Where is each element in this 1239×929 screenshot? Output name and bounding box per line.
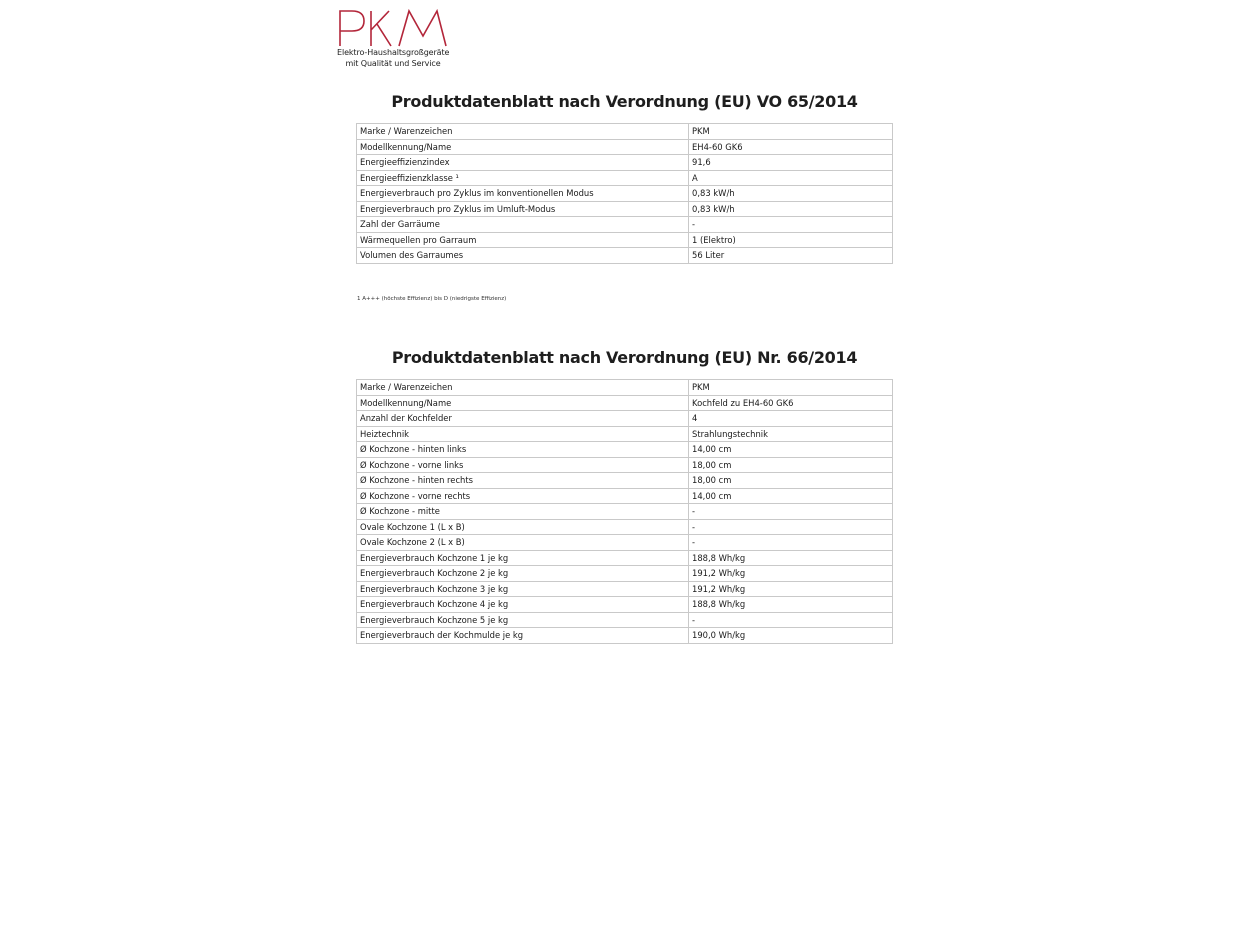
table-row: [357, 597, 893, 613]
table-row: [357, 411, 893, 427]
row-label: Energieverbrauch der Kochmulde je kg: [357, 628, 689, 644]
row-value: -: [689, 504, 893, 520]
row-value: -: [689, 519, 893, 535]
table-row: [357, 139, 893, 155]
table-row: [357, 201, 893, 217]
table-row: [357, 535, 893, 551]
pkm-logo-mark: [337, 8, 449, 48]
row-value: PKM: [689, 380, 893, 396]
row-value: 188,8 Wh/kg: [689, 550, 893, 566]
row-value: 56 Liter: [689, 248, 893, 264]
row-label: Ovale Kochzone 1 (L x B): [357, 519, 689, 535]
row-label: Ø Kochzone - hinten rechts: [357, 473, 689, 489]
row-value: 18,00 cm: [689, 457, 893, 473]
table-row: [357, 504, 893, 520]
row-label: Energieverbrauch Kochzone 2 je kg: [357, 566, 689, 582]
table-row: [357, 488, 893, 504]
row-label: Marke / Warenzeichen: [357, 380, 689, 396]
table-row: [357, 581, 893, 597]
row-label: Energieverbrauch pro Zyklus im konventionellen Modus: [357, 186, 689, 202]
row-value: 188,8 Wh/kg: [689, 597, 893, 613]
row-label: Energieeffizienzindex: [357, 155, 689, 171]
row-label: Volumen des Garraumes: [357, 248, 689, 264]
row-label: Ø Kochzone - hinten links: [357, 442, 689, 458]
row-value: PKM: [689, 124, 893, 140]
table-row: [357, 155, 893, 171]
table-row: [357, 395, 893, 411]
row-label: Ø Kochzone - vorne links: [357, 457, 689, 473]
row-value: Strahlungstechnik: [689, 426, 893, 442]
row-value: EH4-60 GK6: [689, 139, 893, 155]
table-row: [357, 124, 893, 140]
row-label: Heiztechnik: [357, 426, 689, 442]
row-label: Ovale Kochzone 2 (L x B): [357, 535, 689, 551]
table-row: [357, 170, 893, 186]
row-value: 0,83 kW/h: [689, 186, 893, 202]
row-value: 191,2 Wh/kg: [689, 581, 893, 597]
sheet2-title: Produktdatenblatt nach Verordnung (EU) Nr. 66/2014: [391, 348, 858, 367]
sheet2-table: [356, 379, 893, 644]
row-value: 14,00 cm: [689, 442, 893, 458]
logo-tagline-1: Elektro-Haushaltsgroßgeräte: [337, 48, 450, 57]
row-label: Energieverbrauch Kochzone 5 je kg: [357, 612, 689, 628]
row-label: Energieeffizienzklasse ¹: [357, 170, 689, 186]
row-value: A: [689, 170, 893, 186]
row-value: 14,00 cm: [689, 488, 893, 504]
sheet1-table: [356, 123, 893, 264]
table-row: [357, 380, 893, 396]
table-row: [357, 550, 893, 566]
row-value: -: [689, 612, 893, 628]
logo-tagline-2: mit Qualität und Service: [345, 59, 441, 68]
table-row: [357, 566, 893, 582]
row-value: Kochfeld zu EH4-60 GK6: [689, 395, 893, 411]
row-label: Wärmequellen pro Garraum: [357, 232, 689, 248]
row-label: Marke / Warenzeichen: [357, 124, 689, 140]
table-row: [357, 457, 893, 473]
row-value: 1 (Elektro): [689, 232, 893, 248]
table-row: [357, 473, 893, 489]
row-label: Energieverbrauch Kochzone 4 je kg: [357, 597, 689, 613]
table-row: [357, 442, 893, 458]
row-value: -: [689, 217, 893, 233]
table-row: [357, 217, 893, 233]
table-row: [357, 248, 893, 264]
row-value: 0,83 kW/h: [689, 201, 893, 217]
row-value: 191,2 Wh/kg: [689, 566, 893, 582]
row-label: Ø Kochzone - mitte: [357, 504, 689, 520]
row-label: Energieverbrauch Kochzone 1 je kg: [357, 550, 689, 566]
table-row: [357, 612, 893, 628]
table-row: [357, 232, 893, 248]
table-row: [357, 519, 893, 535]
row-value: 91,6: [689, 155, 893, 171]
table-row: [357, 426, 893, 442]
row-value: -: [689, 535, 893, 551]
row-label: Anzahl der Kochfelder: [357, 411, 689, 427]
sheet1-footnote: 1 A+++ (höchste Effizienz) bis D (niedrigste Effizienz): [357, 296, 507, 302]
row-value: 190,0 Wh/kg: [689, 628, 893, 644]
row-value: 4: [689, 411, 893, 427]
pkm-logo: [337, 8, 449, 70]
row-label: Modellkennung/Name: [357, 395, 689, 411]
table-row: [357, 186, 893, 202]
row-label: Ø Kochzone - vorne rechts: [357, 488, 689, 504]
row-label: Modellkennung/Name: [357, 139, 689, 155]
row-label: Zahl der Garräume: [357, 217, 689, 233]
row-value: 18,00 cm: [689, 473, 893, 489]
row-label: Energieverbrauch Kochzone 3 je kg: [357, 581, 689, 597]
table-row: [357, 628, 893, 644]
sheet1-title: Produktdatenblatt nach Verordnung (EU) VO 65/2014: [391, 92, 858, 111]
row-label: Energieverbrauch pro Zyklus im Umluft-Modus: [357, 201, 689, 217]
